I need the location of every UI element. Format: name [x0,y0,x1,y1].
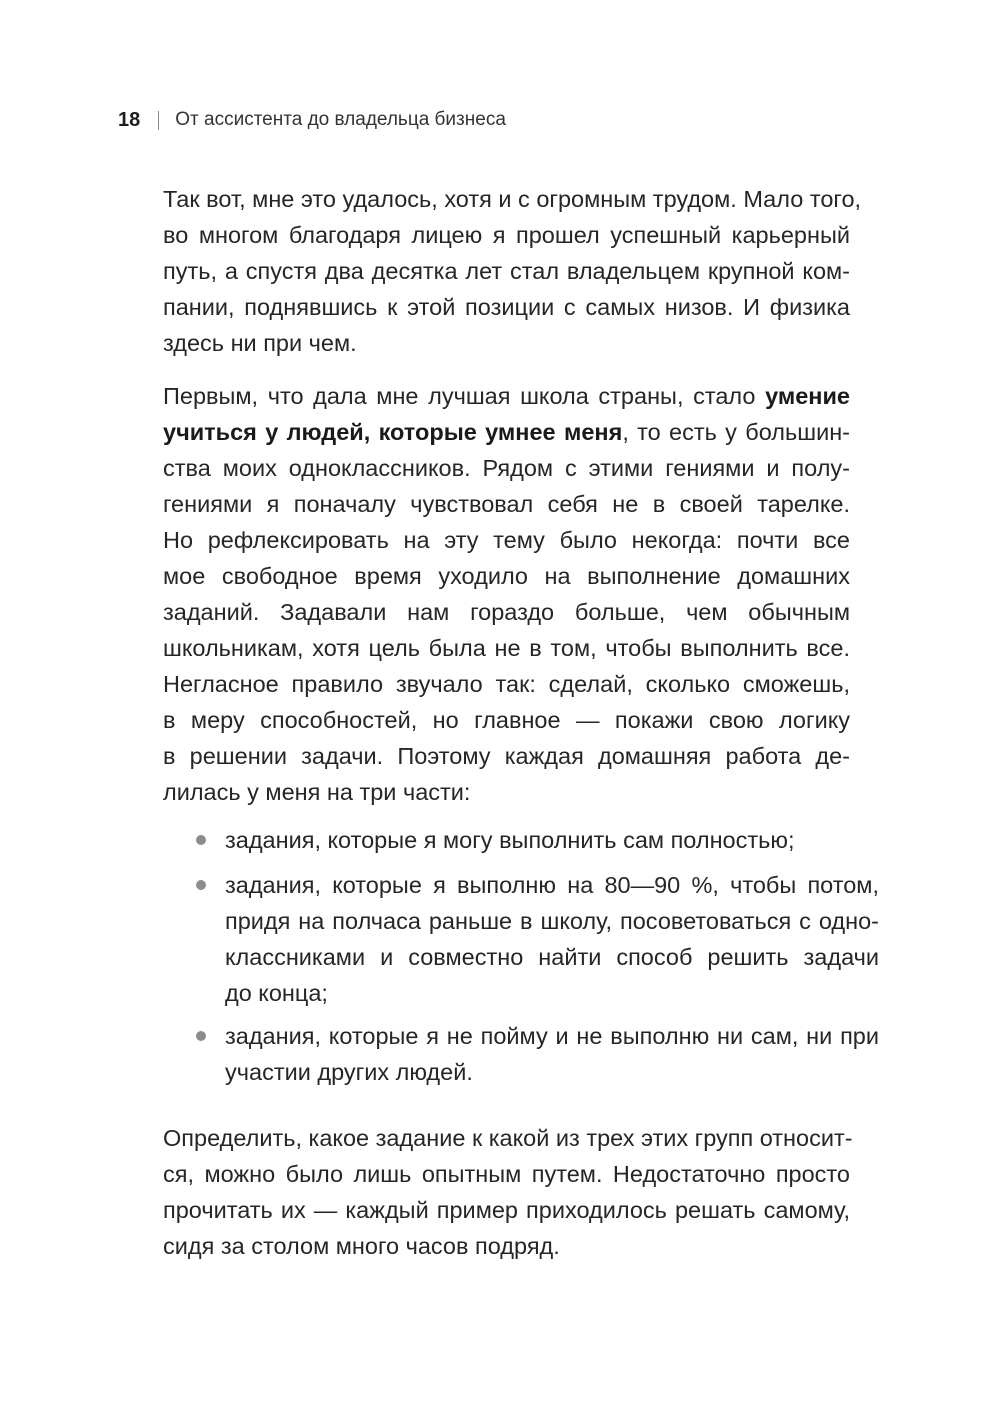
text-line: классниками и совместно найти способ решить задачи [225,944,879,970]
text-line: Но рефлексировать на эту тему было некогда: почти все [163,527,850,553]
paragraph-3 [163,1120,853,1264]
text-line: задания, которые я не пойму и не выполню ни сам, ни при [225,1023,879,1049]
bold-phrase: умение [765,383,850,409]
text-line: ства моих одноклассников. Рядом с этими гениями и полу- [163,455,850,481]
text-line: задания, которые я могу выполнить сам полностью; [225,827,795,853]
text-run: Первым, что дала мне лучшая школа страны, стало [163,383,766,409]
list-item [196,1018,879,1090]
text-line: прочитать их — каждый пример приходилось решать самому, [163,1197,850,1223]
paragraph-2 [163,378,850,810]
text-line: задания, которые я выполню на 80—90 %, чтобы потом, [225,872,879,898]
text-line: в меру способностей, но главное — покажи свою логику [163,707,850,733]
bullet-dot-icon [196,835,206,845]
text-line: участии других людей. [225,1059,473,1085]
text-line: в решении задачи. Поэтому каждая домашняя работа де- [163,743,850,769]
text-line: мое свободное время уходило на выполнение домашних [163,563,850,589]
text-run: , то есть у большин- [622,419,851,445]
list-item [196,867,879,1011]
text-line: ся, можно было лишь опытным путем. Недостаточно просто [163,1161,850,1187]
text-line: путь, а спустя два десятка лет стал владельцем крупной ком- [163,258,850,284]
text-line: Так вот, мне это удалось, хотя и с огромным трудом. Мало того, [163,186,862,212]
text-line: лилась у меня на три части: [163,779,471,805]
text-line: Негласное правило звучало так: сделай, сколько сможешь, [163,671,850,697]
text-line: придя на полчаса раньше в школу, посоветоваться с одно- [225,908,879,934]
text-line: пании, поднявшись к этой позиции с самых низов. И физика [163,294,850,320]
text-line: заданий. Задавали нам гораздо больше, чем обычным [163,599,850,625]
text-line: во многом благодаря лицею я прошел успешный карьерный [163,222,850,248]
text-line: Определить, какое задание к какой из трех этих групп относит- [163,1125,853,1151]
text-line [163,378,850,414]
bullet-dot-icon [196,880,206,890]
paragraph-1 [163,181,862,361]
header-divider [158,111,159,130]
text-line: гениями я поначалу чувствовал себя не в своей тарелке. [163,491,850,517]
bold-phrase: учиться у людей, которые умнее меня [163,419,623,445]
text-line [163,414,850,450]
bullet-dot-icon [196,1031,206,1041]
text-line: школьникам, хотя цель была не в том, чтобы выполнить все. [163,635,850,661]
text-line: до конца; [225,980,328,1006]
running-head [118,106,506,134]
running-title: От ассистента до владельца бизнеса [175,109,506,130]
page-number: 18 [118,108,141,131]
list-item [196,822,879,858]
text-line: сидя за столом много часов подряд. [163,1233,560,1259]
text-line: здесь ни при чем. [163,330,357,356]
